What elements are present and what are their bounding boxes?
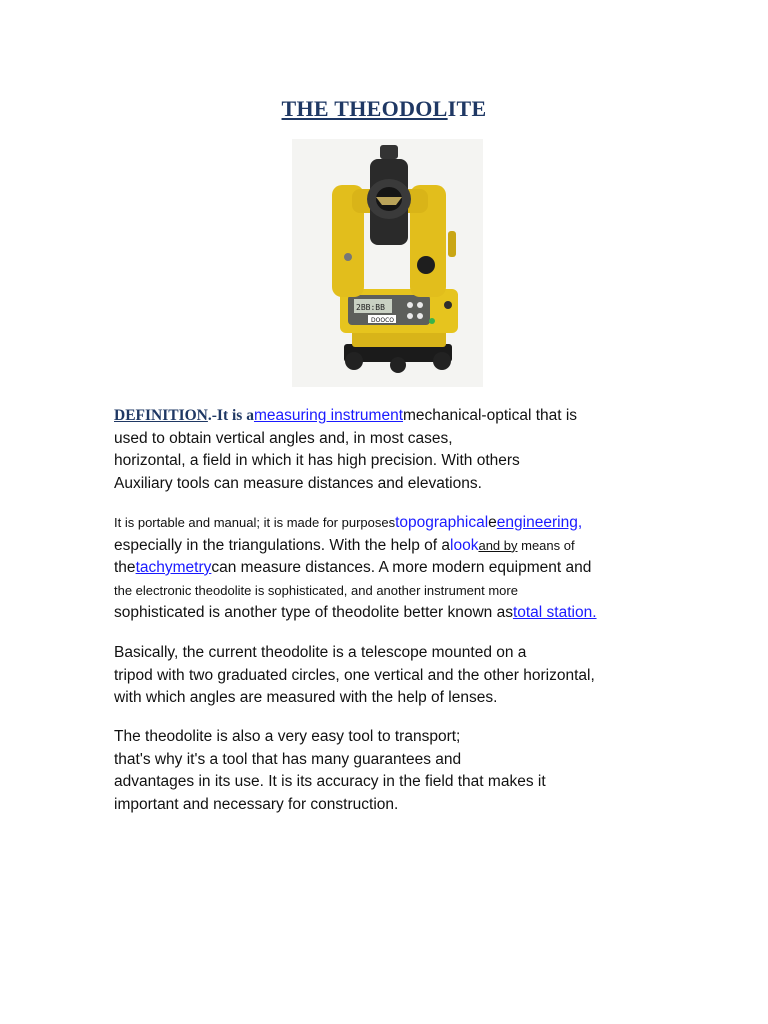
portable-line-3-start: the bbox=[114, 559, 136, 576]
definition-paragraph bbox=[114, 405, 674, 495]
portable-line-1-end: , bbox=[577, 514, 583, 531]
definition-line-2: used to obtain vertical angles and, in most cases, bbox=[114, 429, 453, 447]
link-engineering[interactable]: engineering bbox=[496, 514, 578, 531]
portable-line-5 bbox=[114, 602, 674, 625]
theodolite-illustration bbox=[292, 139, 483, 387]
portable-line-3 bbox=[114, 557, 674, 580]
transport-line-2: that's why it's a tool that has many guarantees and bbox=[114, 750, 462, 768]
transport-line-3: advantages in its use. It is its accuracy in the field that makes it bbox=[114, 773, 546, 790]
definition-line-3: horizontal, a field in which it has high precision. With others bbox=[114, 452, 520, 469]
link-measuring-instrument[interactable]: measuring instrument bbox=[253, 407, 404, 424]
theodolite-photo bbox=[292, 139, 483, 387]
portable-line-2-end: means of bbox=[517, 537, 575, 553]
display-label: DOOCO bbox=[371, 317, 394, 324]
link-tachymetry[interactable]: tachymetry bbox=[135, 559, 212, 576]
link-topographical[interactable]: topographical bbox=[395, 514, 489, 531]
basically-paragraph bbox=[114, 642, 674, 710]
portable-line-1 bbox=[114, 512, 674, 535]
basically-line-2: tripod with two graduated circles, one vertical and the other horizontal, bbox=[114, 666, 595, 684]
title-part-rest: ITE bbox=[447, 96, 487, 121]
svg-text:2BB:BB: 2BB:BB bbox=[356, 303, 385, 312]
definition-label: DEFINITION bbox=[114, 407, 208, 424]
link-total-station[interactable]: total station. bbox=[512, 604, 597, 621]
portable-paragraph bbox=[114, 512, 674, 625]
portable-line-3-end: can measure distances. A more modern equipment and bbox=[211, 559, 592, 576]
link-look[interactable]: look bbox=[450, 536, 479, 554]
transport-line-4: important and necessary for construction. bbox=[114, 795, 399, 813]
page-title bbox=[0, 96, 768, 122]
basically-line-1: Basically, the current theodolite is a telescope mounted on a bbox=[114, 644, 527, 661]
portable-line-2-start: especially in the triangulations. With the help of a bbox=[114, 536, 451, 554]
definition-line-1-rest: mechanical-optical that is bbox=[403, 407, 578, 424]
definition-line-4: Auxiliary tools can measure distances and elevations. bbox=[114, 474, 482, 492]
portable-line-4: the electronic theodolite is sophisticated, and another instrument more bbox=[114, 582, 518, 598]
portable-line-2-small: and by bbox=[478, 537, 518, 553]
portable-line-5-start: sophisticated is another type of theodolite better known as bbox=[114, 604, 513, 621]
portable-line-2 bbox=[114, 535, 674, 558]
basically-line-3: with which angles are measured with the help of lenses. bbox=[114, 689, 498, 706]
title-part-underlined: THE THEODOL bbox=[281, 96, 448, 121]
portable-line-1-start: It is portable and manual; it is made for purposes bbox=[114, 515, 396, 530]
portable-line-1-mid: e bbox=[488, 514, 497, 531]
transport-line-1: The theodolite is also a very easy tool to transport; bbox=[114, 728, 461, 745]
transport-paragraph bbox=[114, 726, 674, 816]
definition-intro: .-It is a bbox=[207, 407, 254, 424]
definition-line-1 bbox=[114, 405, 674, 428]
